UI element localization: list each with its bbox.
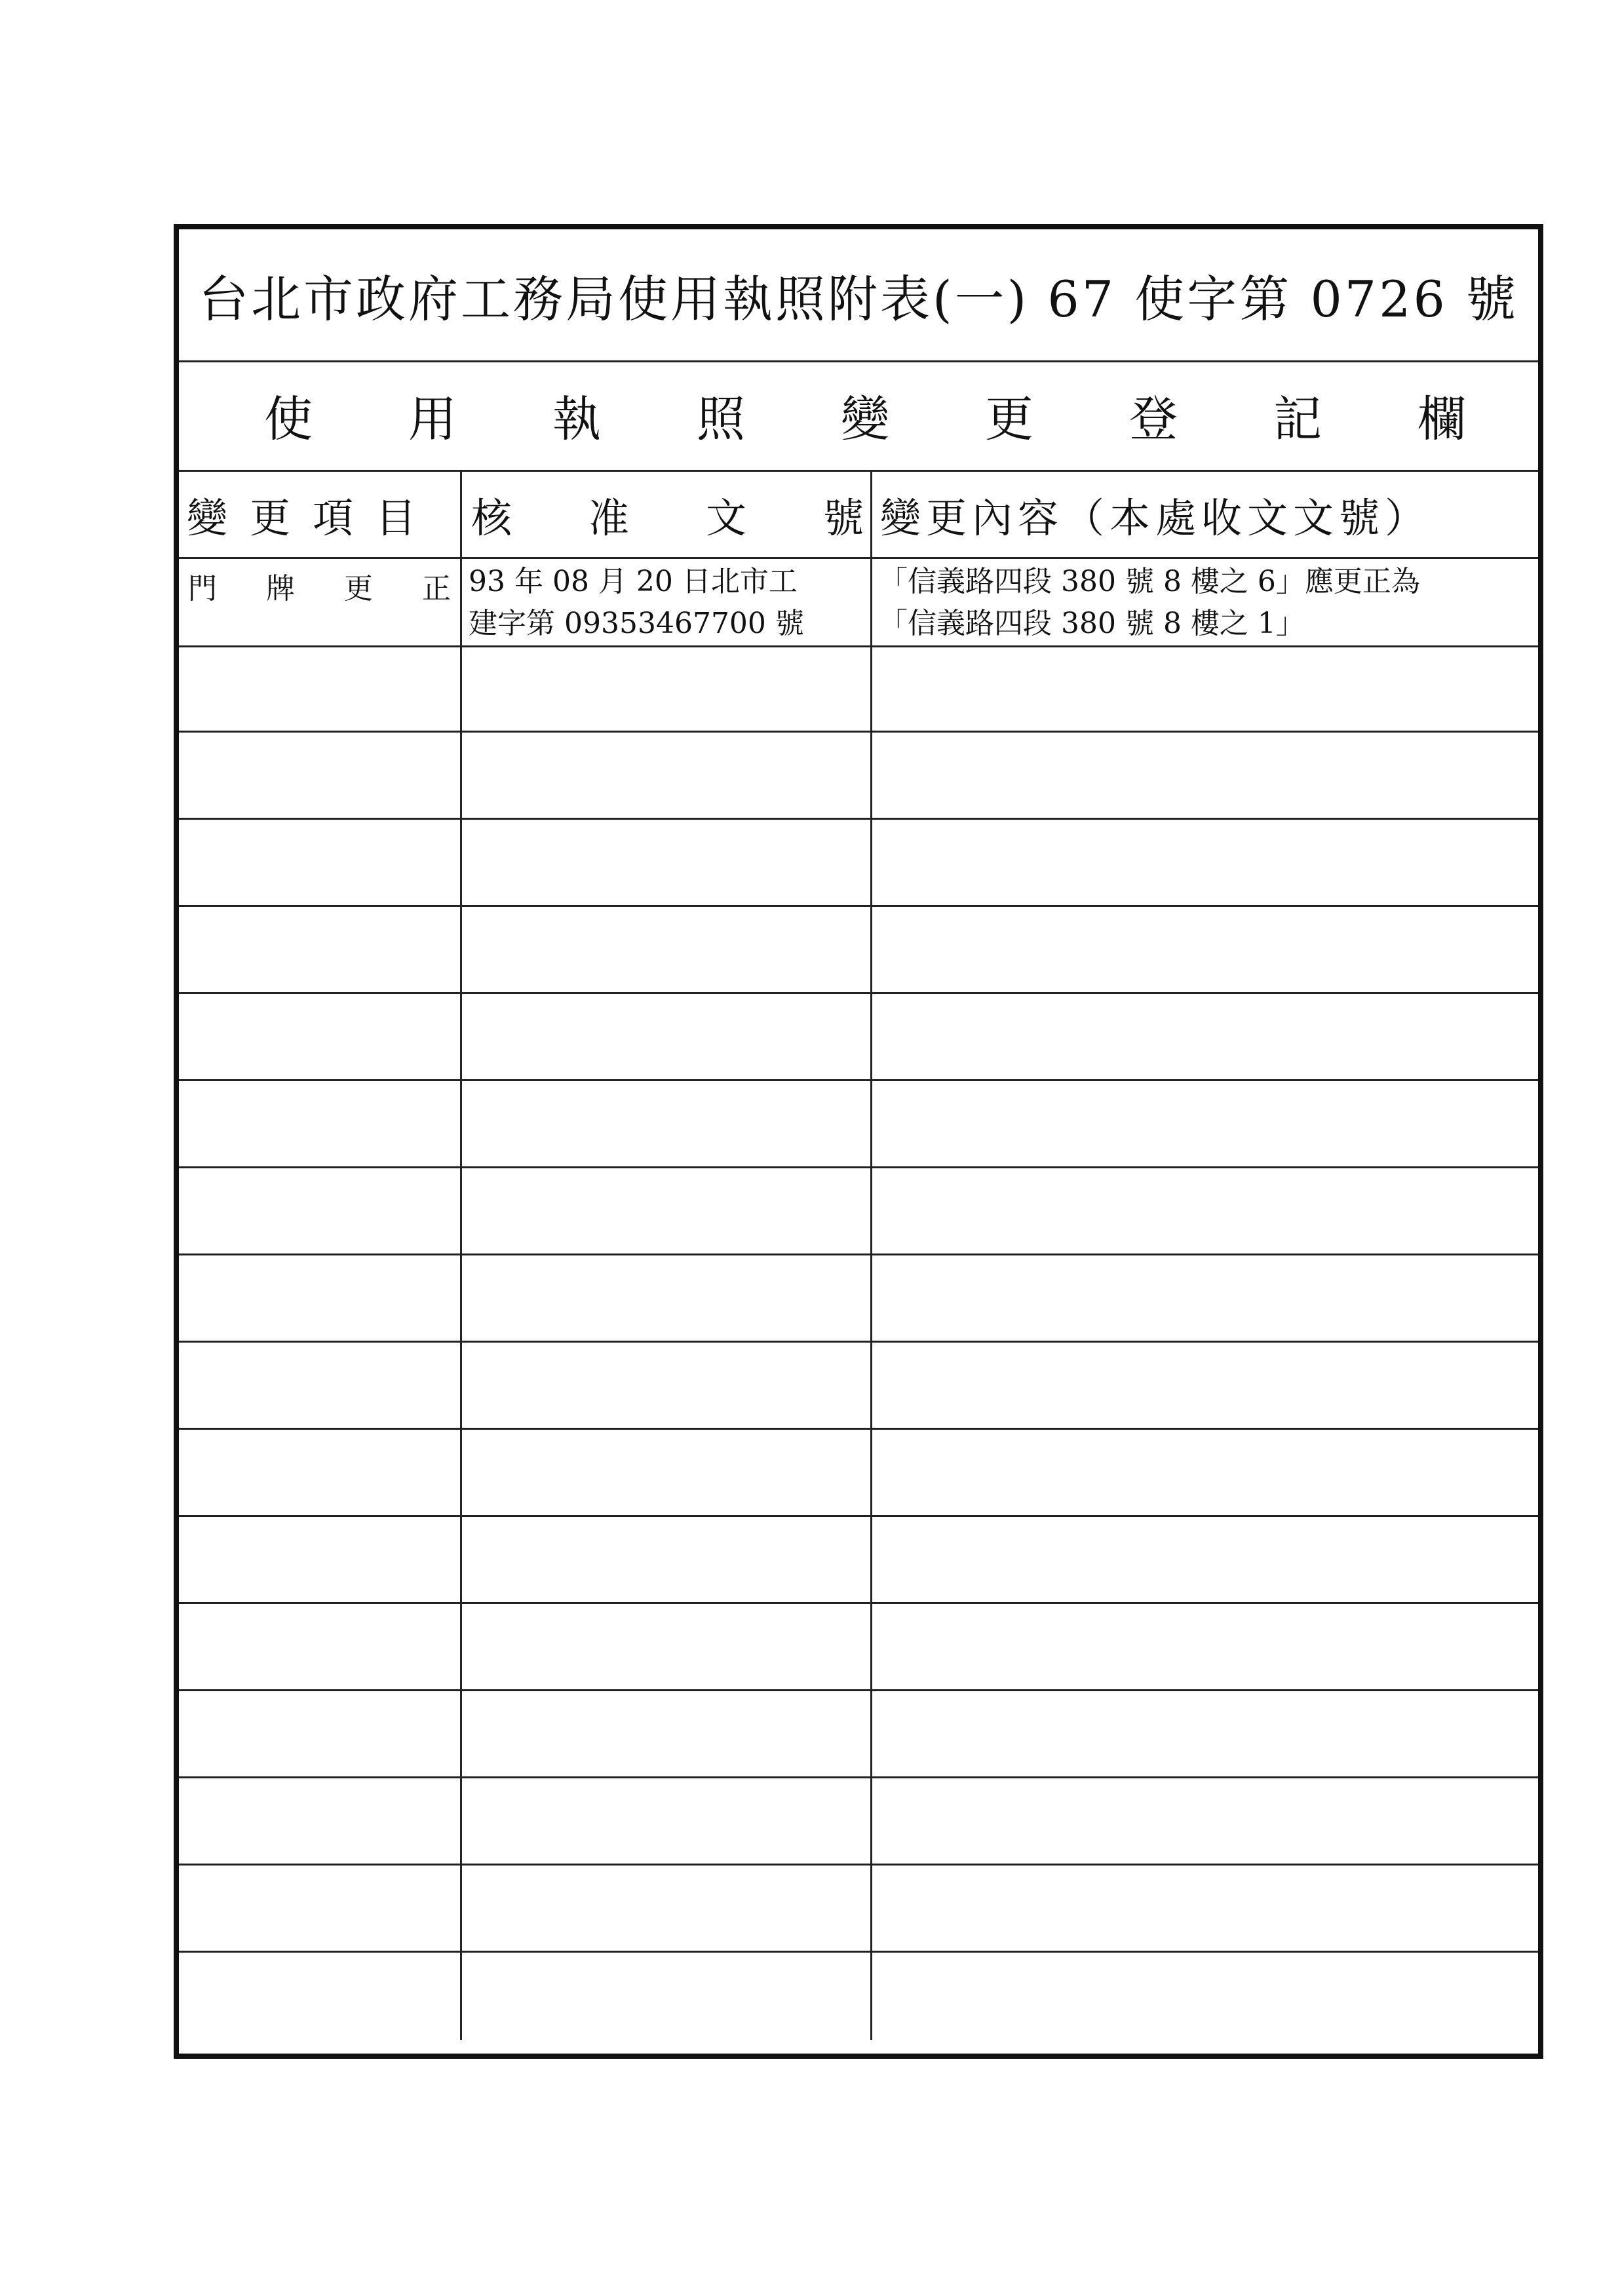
table-cell xyxy=(462,1168,872,1253)
table-row xyxy=(179,1953,1538,2040)
table-cell xyxy=(872,1255,1538,1341)
table-cell xyxy=(179,1081,462,1166)
table-cell xyxy=(179,1168,462,1253)
table-cell xyxy=(462,820,872,905)
table-cell xyxy=(179,1255,462,1341)
section-char: 更 xyxy=(985,391,1033,448)
header-change-item: 變更項目 xyxy=(179,472,462,557)
approval-number-cell xyxy=(462,557,872,645)
table-cell xyxy=(462,1604,872,1689)
table-cell xyxy=(462,994,872,1079)
table-row xyxy=(179,1343,1538,1430)
section-heading xyxy=(179,360,1538,472)
table-row xyxy=(179,1691,1538,1778)
table-cell xyxy=(179,1343,462,1428)
table-cell xyxy=(462,645,872,731)
section-char: 記 xyxy=(1273,391,1322,448)
table-row xyxy=(179,733,1538,820)
table-cell xyxy=(462,1866,872,1951)
table-cell xyxy=(872,645,1538,731)
table-cell xyxy=(872,1343,1538,1428)
table-cell xyxy=(179,820,462,905)
table-cell xyxy=(462,1691,872,1776)
table-row xyxy=(179,645,1538,733)
table-cell xyxy=(462,1517,872,1602)
table-row xyxy=(179,1168,1538,1255)
table-row xyxy=(179,994,1538,1081)
table-cell xyxy=(179,645,462,731)
table-cell xyxy=(872,733,1538,818)
table-row xyxy=(179,1866,1538,1953)
header-char: 准 xyxy=(588,493,629,542)
table-row xyxy=(179,820,1538,907)
header-change-content: 變更內容（本處收文文號） xyxy=(880,493,1431,542)
table-cell xyxy=(462,1953,872,2040)
table-cell xyxy=(179,907,462,992)
table-cell xyxy=(179,994,462,1079)
table-cell xyxy=(179,1604,462,1689)
item-char: 更 xyxy=(344,572,373,605)
table-cell xyxy=(872,820,1538,905)
table-cell xyxy=(872,1168,1538,1253)
table-cell xyxy=(179,1691,462,1776)
table-cell xyxy=(179,1517,462,1602)
section-char: 登 xyxy=(1129,391,1178,448)
header-char: 核 xyxy=(471,493,512,542)
table-cell xyxy=(872,907,1538,992)
table-cell xyxy=(872,1430,1538,1515)
content-line-2: 「信義路四段 380 號 8 樓之 1」 xyxy=(879,607,1305,640)
table-row xyxy=(179,1517,1538,1604)
approval-line-2: 建字第 09353467700 號 xyxy=(469,607,804,640)
table-cell xyxy=(462,733,872,818)
table-cell xyxy=(179,1778,462,1864)
table-cell xyxy=(462,907,872,992)
header-char: 號 xyxy=(822,493,864,542)
table-cell xyxy=(872,1081,1538,1166)
table-cell xyxy=(462,1255,872,1341)
table-cell xyxy=(872,1604,1538,1689)
table-cell xyxy=(872,994,1538,1079)
table-row xyxy=(179,1778,1538,1866)
table-cell xyxy=(179,1866,462,1951)
table-cell xyxy=(179,1953,462,2040)
table-cell xyxy=(179,1430,462,1515)
table-row xyxy=(179,907,1538,994)
section-char: 用 xyxy=(408,391,457,448)
table-cell xyxy=(872,1517,1538,1602)
table-cell xyxy=(462,1778,872,1864)
table-cell xyxy=(872,1691,1538,1776)
approval-line-1: 93 年 08 月 20 日北市工 xyxy=(469,565,798,598)
table-row xyxy=(179,1255,1538,1343)
table-row xyxy=(179,1430,1538,1517)
section-char: 執 xyxy=(552,391,601,448)
table-cell xyxy=(872,1953,1538,2040)
section-char: 變 xyxy=(841,391,889,448)
table-cell xyxy=(462,1343,872,1428)
header-char: 文 xyxy=(705,493,746,542)
item-char: 門 xyxy=(188,572,217,605)
item-char: 正 xyxy=(422,572,451,605)
item-char: 牌 xyxy=(266,572,295,605)
content-line-1: 「信義路四段 380 號 8 樓之 6」應更正為 xyxy=(879,565,1420,598)
document-title: 台北市政府工務局使用執照附表(一) 67 使字第 0726 號 xyxy=(179,229,1538,362)
empty-rows xyxy=(179,645,1538,2054)
table-cell xyxy=(872,1866,1538,1951)
table-cell xyxy=(872,1778,1538,1864)
section-char: 使 xyxy=(264,391,313,448)
column-header-row xyxy=(179,472,1538,559)
license-appendix-table xyxy=(174,224,1543,2059)
section-char: 欄 xyxy=(1418,391,1466,448)
table-row xyxy=(179,1081,1538,1168)
change-item-cell xyxy=(179,557,462,645)
table-row xyxy=(179,1604,1538,1691)
header-approval-number xyxy=(462,472,872,557)
table-cell xyxy=(179,733,462,818)
change-content-cell xyxy=(872,557,1538,645)
table-cell xyxy=(462,1430,872,1515)
table-row xyxy=(179,557,1538,647)
section-char: 照 xyxy=(697,391,745,448)
table-cell xyxy=(462,1081,872,1166)
